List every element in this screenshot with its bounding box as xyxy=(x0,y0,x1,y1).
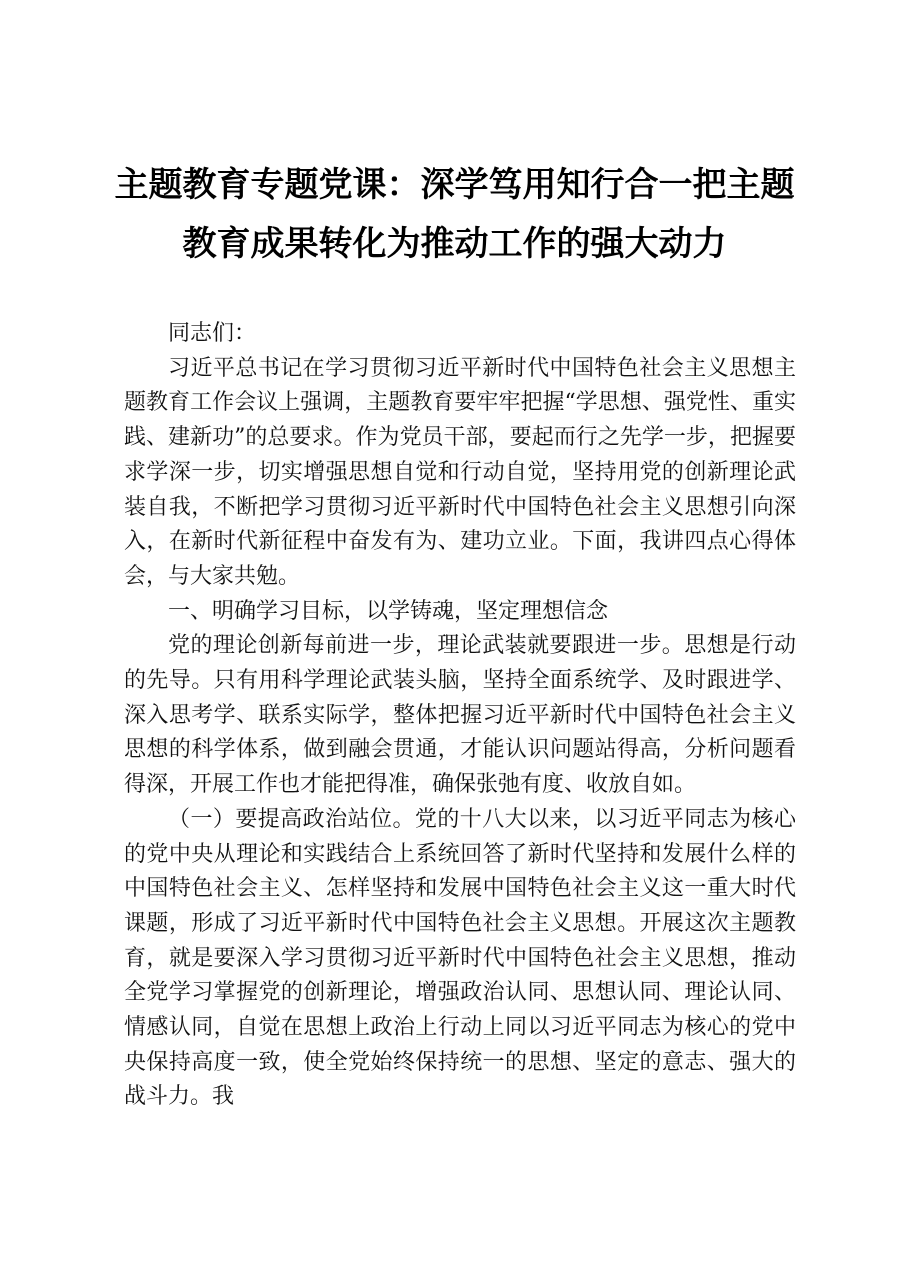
document-title-line-2: 教育成果转化为推动工作的强大动力 xyxy=(182,224,727,264)
section-heading: 一、明确学习目标，以学铸魂，坚定理想信念 xyxy=(168,598,609,624)
document-title-line-1: 主题教育专题党课：深学笃用知行合一把主题 xyxy=(114,165,795,205)
body-paragraph: 习近平总书记在学习贯彻习近平新时代中国特色社会主义思想主题教育工作会议上强调，主题教育要牢牢把握“学思想、强党性、重实践、建新功”的总要求。作为党员干部，要起而行之先学一步，把握要求学深一步，切实增强思想自觉和行动自觉，坚持用党的创新理论武装自我，不断把学习贯彻习近平新时代中国特色社会主义思想引向深入，在新时代新征程中奋发有为、建功立业。下面，我讲四点心得体会，与大家共勉。 xyxy=(124,355,796,589)
body-paragraph: （一）要提高政治站位。党的十八大以来，以习近平同志为核心的党中央从理论和实践结合上系统回答了新时代坚持和发展什么样的中国特色社会主义、怎样坚持和发展中国特色社会主义这一重大时代课题，形成了习近平新时代中国特色社会主义思想。开展这次主题教育，就是要深入学习贯彻习近平新时代中国特色社会主义思想，推动全党学习掌握党的创新理论，增强政治认同、思想认同、理论认同、情感认同，自觉在思想上政治上行动上同以习近平同志为核心的党中央保持高度一致，使全党始终保持统一的思想、坚定的意志、强大的战斗力。我 xyxy=(124,806,796,1110)
body-paragraph: 党的理论创新每前进一步，理论武装就要跟进一步。思想是行动的先导。只有用科学理论武装头脑，坚持全面系统学、及时跟进学、深入思考学、联系实际学，整体把握习近平新时代中国特色社会主义思想的科学体系，做到融会贯通，才能认识问题站得高，分析问题看得深，开展工作也才能把得准，确保张弛有度、收放自如。 xyxy=(124,633,796,798)
document-body xyxy=(124,317,796,1115)
salutation: 同志们： xyxy=(168,321,257,346)
